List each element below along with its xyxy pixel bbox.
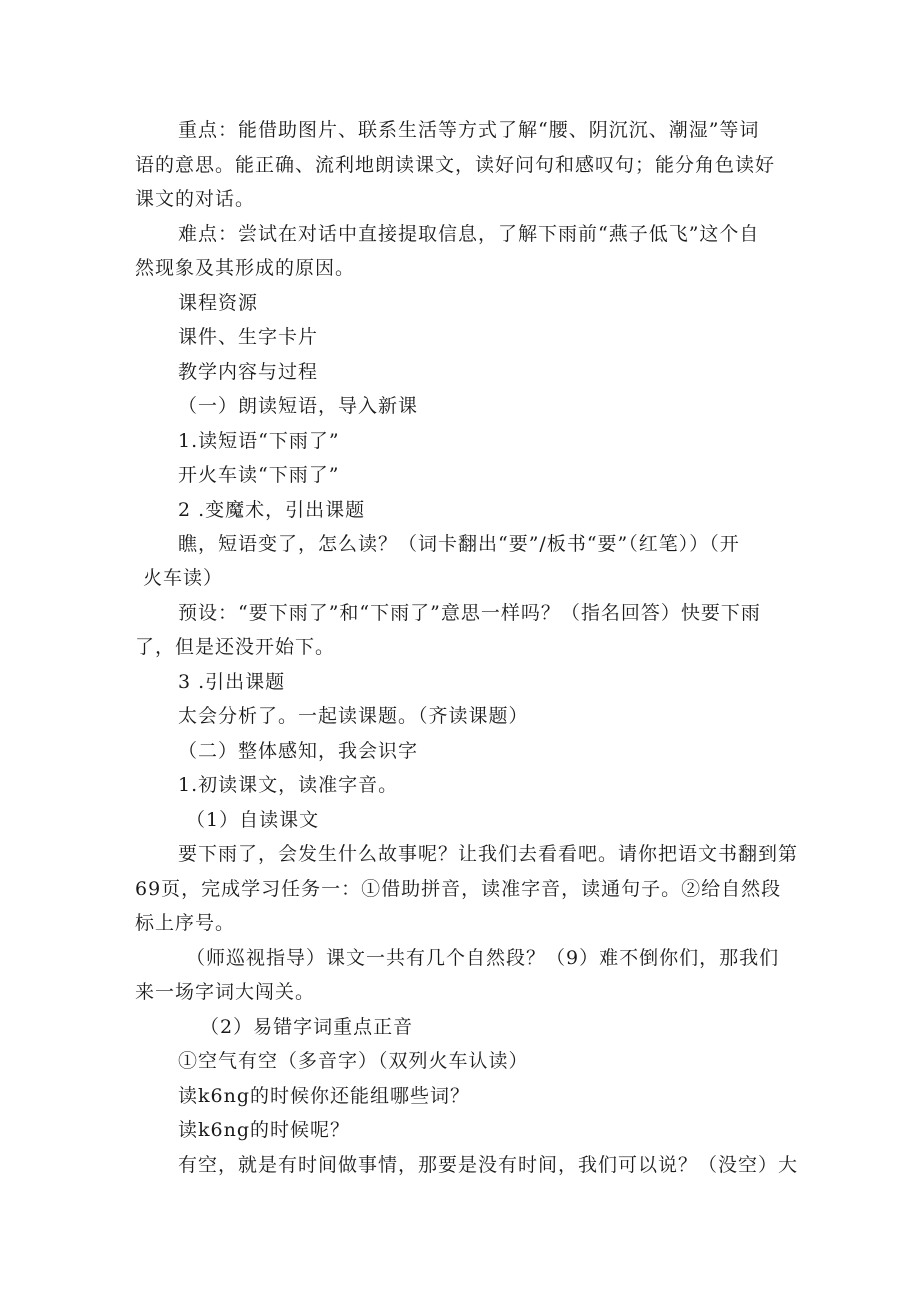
- paragraph-key-points-line-1: 重点：能借助图片、联系生活等方式了解“腰、阴沉沉、潮湿”等词: [178, 119, 760, 141]
- paragraph-patrol-line-1: （师巡视指导）课文一共有几个自然段？（9）难不倒你们，那我们: [186, 947, 780, 969]
- section-heading-1: （一）朗读短语，导入新课: [178, 395, 419, 417]
- step-first-read: 1.初读课文，读准字音。: [178, 774, 399, 796]
- paragraph-kong-question: 读k6ng的时候呢？: [178, 1119, 351, 1141]
- paragraph-patrol-line-2: 来一场字词大闯关。: [135, 981, 316, 1003]
- paragraph-difficulty-line-1: 难点：尝试在对话中直接提取信息，了解下雨前“燕子低飞”这个自: [178, 223, 760, 245]
- heading-course-resources: 课程资源: [178, 292, 259, 314]
- paragraph-task-line-3: 标上序号。: [135, 912, 236, 934]
- paragraph-kong-words: 读k6ng的时候你还能组哪些词？: [178, 1085, 471, 1107]
- heading-teaching-content: 教学内容与过程: [178, 361, 319, 383]
- item-polyphone: ①空气有空（多音字）（双列火车认读）: [178, 1050, 529, 1072]
- substep-pronunciation: （2）易错字词重点正音: [200, 1016, 414, 1038]
- paragraph-read-title: 太会分析了。一起读课题。（齐读课题）: [178, 705, 529, 727]
- paragraph-free-time: 有空，就是有时间做事情，那要是没有时间，我们可以说？（没空）大: [178, 1154, 799, 1176]
- substep-self-read: （1）自读课文: [186, 809, 320, 831]
- paragraph-preset-line-1: 预设：“要下雨了”和“下雨了”意思一样吗？（指名回答）快要下雨: [178, 602, 761, 624]
- paragraph-preset-line-2: 了，但是还没开始下。: [135, 636, 336, 658]
- step-3: 3 .引出课题: [178, 671, 286, 693]
- paragraph-key-points-line-3: 课文的对话。: [135, 188, 256, 210]
- paragraph-resources: 课件、生字卡片: [178, 326, 319, 348]
- paragraph-look-line-2: 火车读）: [143, 567, 224, 589]
- step-2: 2 .变魔术，引出课题: [178, 499, 366, 521]
- paragraph-difficulty-line-2: 然现象及其形成的原因。: [135, 257, 356, 279]
- section-heading-2: （二）整体感知，我会识字: [178, 740, 419, 762]
- step-1: 1.读短语“下雨了”: [178, 430, 340, 452]
- paragraph-key-points-line-2: 语的意思。能正确、流利地朗读课文，读好问句和感叹句；能分角色读好: [135, 154, 776, 176]
- paragraph-look-line-1: 瞧，短语变了，怎么读？（词卡翻出“要”/板书“要”（红笔））（开: [178, 533, 740, 555]
- paragraph-task-line-1: 要下雨了，会发生什么故事呢？让我们去看看吧。请你把语文书翻到第: [178, 843, 799, 865]
- paragraph-train-read: 开火车读“下雨了”: [178, 464, 340, 486]
- paragraph-task-line-2: 69页，完成学习任务一：①借助拼音，读准字音，读通句子。②给自然段: [135, 878, 782, 900]
